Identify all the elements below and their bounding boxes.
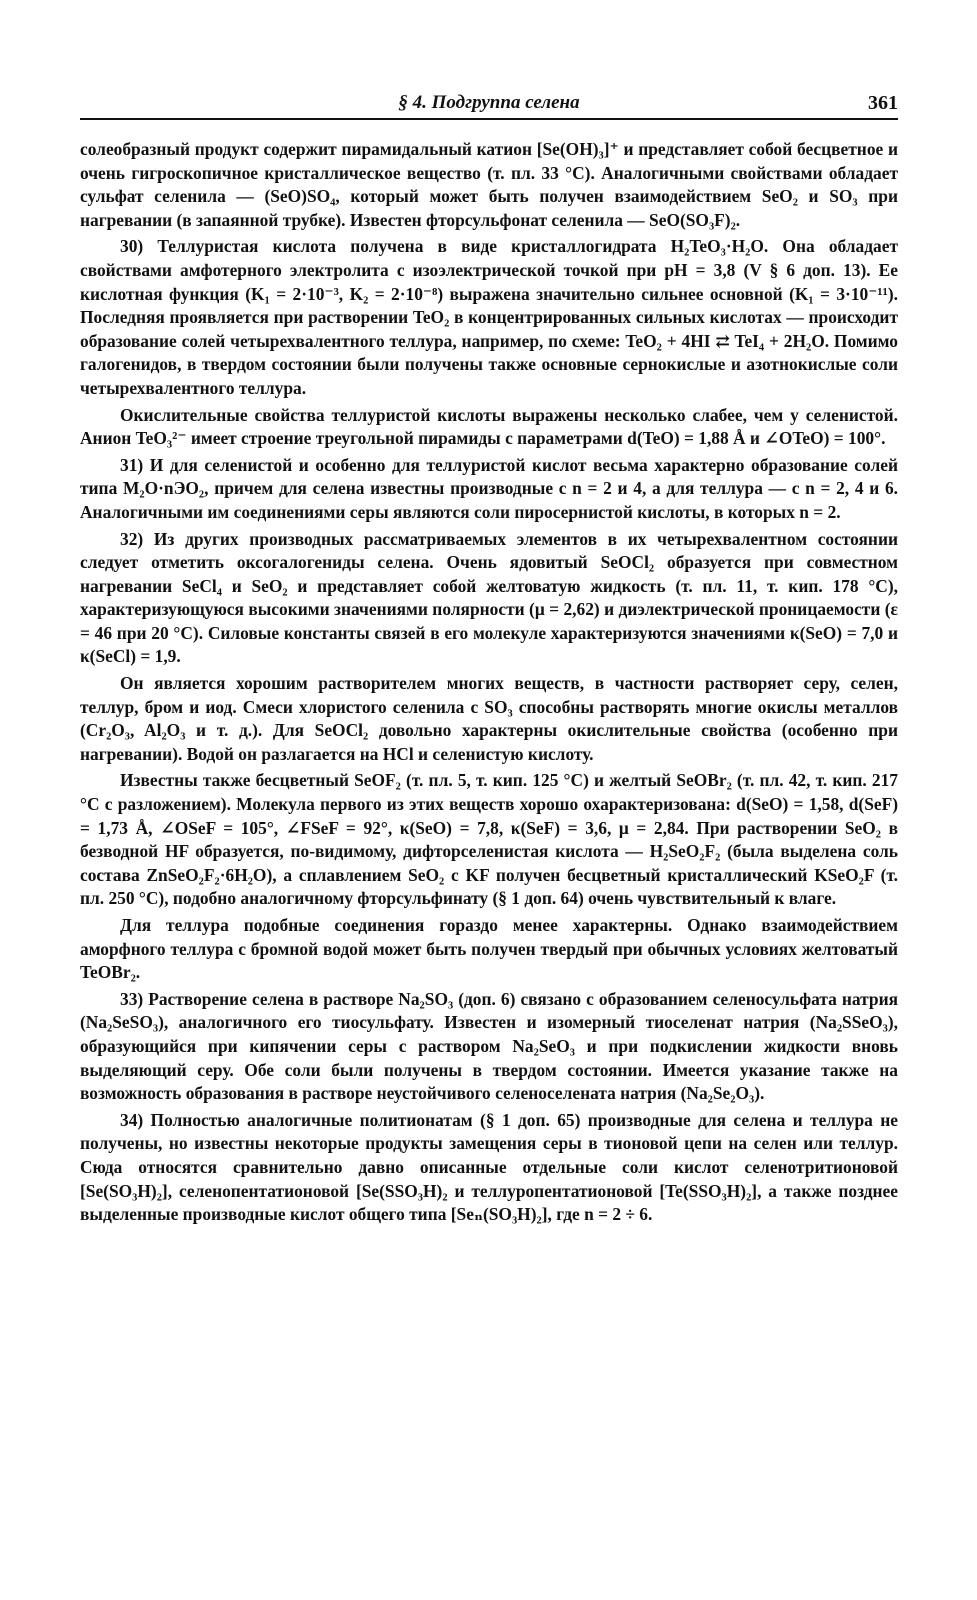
running-title: § 4. Подгруппа селена — [398, 92, 580, 113]
paragraph: Он является хорошим растворителем многих веществ, в частности растворяет серу, селен, теллур, бром и иод. Смеси хлористого селенила с SO₃ способны растворять многие окислы металлов (Cr₂O₃, Al₂O₃ и т. д.). Для SeOCl₂ довольно характерны окислительные свойства (особенно при нагревании). Водой он разлагается на HCl и селенистую кислоту. — [80, 673, 898, 764]
paragraph: 33) Растворение селена в растворе Na₂SO₃ (доп. 6) связано с образованием селеносульфата натрия (Na₂SeSO₃), аналогичного его тиосульфату. Известен и изомерный тиоселенат натрия (Na₂SSeO₃), образующийся при кипячении серы с раствором Na₂SeO₃ и при подкислении жидкости вновь выделяющий серу. Обе соли были получены в твердом состоянии. Имеется указание также на возможность образования в растворе неустойчивого селеноселената натрия (Na₂Se₂O₃). — [80, 988, 898, 1104]
paragraph: Известны также бесцветный SeOF₂ (т. пл. 5, т. кип. 125 °C) и желтый SeOBr₂ (т. пл. 42, т. кип. 217 °C с разложением). Молекула первого из этих веществ хорошо охарактеризована: d(SeO) = 1,58, d(SeF) = 1,73 Å, ∠OSeF = 105°, ∠FSeF = 92°, κ(SeO) = 7,8, κ(SeF) = 3,6, μ = 2,84. При растворении SeO₂ в безводной HF образуется, по-видимому, дифторселенистая кислота — H₂SeO₂F₂ (была выделена соль состава ZnSeO₂F₂·6H₂O), а сплавлением SeO₂ с KF получен бесцветный кристаллический KSeO₂F (т. пл. 250 °C), подобно аналогичному фторсульфинату (§ 1 доп. 64) очень чувствительный к влаге. — [80, 770, 898, 909]
page-body — [80, 138, 898, 1227]
document-page — [80, 88, 898, 1230]
paragraph: 30) Теллуристая кислота получена в виде кристаллогидрата H₂TeO₃·H₂O. Она обладает свойствами амфотерного электролита с изоэлектрической точкой при pH = 3,8 (V § 6 доп. 13). Ее кислотная функция (K₁ = 2·10⁻³, K₂ = 2·10⁻⁸) выражена значительно сильнее основной (K₁ = 3·10⁻¹¹). Последняя проявляется при растворении TeO₂ в концентрированных сильных кислотах — происходит образование солей четырехвалентного теллура, например, по схеме: TeO₂ + 4HI ⇄ TeI₄ + 2H₂O. Помимо галогенидов, в твердом состоянии были получены также основные сернокислые и азотнокислые соли четырехвалентного теллура. — [80, 236, 898, 398]
paragraph: Окислительные свойства теллуристой кислоты выражены несколько слабее, чем у селенистой. Анион TeO₃²⁻ имеет строение треугольной пирамиды с параметрами d(TeO) = 1,88 Å и ∠OTeO) = 100°. — [80, 404, 898, 449]
paragraph: 32) Из других производных рассматриваемых элементов в их четырехвалентном состоянии следует отметить оксогалогениды селена. Очень ядовитый SeOCl₂ образуется при совместном нагревании SeCl₄ и SeO₂ и представляет собой желтоватую жидкость (т. пл. 11, т. кип. 178 °C), характеризующуюся высокими значениями полярности (μ = 2,62) и диэлектрической проницаемости (ε = 46 при 20 °C). Силовые константы связей в его молекуле характеризуются значениями κ(SeO) = 7,0 и κ(SeCl) = 1,9. — [80, 528, 898, 667]
paragraph: 31) И для селенистой и особенно для теллуристой кислот весьма характерно образование солей типа M₂O·nЭO₂, причем для селена известны производные с n = 2 и 4, а для теллура — с n = 2, 4 и 6. Аналогичными им соединениями серы являются соли пиросернистой кислоты, в которых n = 2. — [80, 454, 898, 522]
paragraph: солеобразный продукт содержит пирамидальный катион [Se(OH)₃]⁺ и представляет собой бесцветное и очень гигроскопичное кристаллическое вещество (т. пл. 33 °C). Аналогичными свойствами обладает сульфат селенила — (SeO)SO₄, который может быть получен взаимодействием SeO₂ и SO₃ при нагревании (в запаянной трубке). Известен фторсульфонат селенила — SeO(SO₃F)₂. — [80, 139, 898, 230]
paragraph: Для теллура подобные соединения гораздо менее характерны. Однако взаимодействием аморфного теллура с бромной водой может быть получен твердый при обычных условиях желтоватый TeOBr₂. — [80, 915, 898, 983]
paragraph: 34) Полностью аналогичные политионатам (§ 1 доп. 65) производные для селена и теллура не получены, но известны некоторые продукты замещения серы в тионовой цепи на селен или теллур. Сюда относятся сравнительно давно описанные отдельные соли кислот селенотритионовой [Se(SO₃H)₂], селенопентатионовой [Se(SSO₃H)₂ и теллуропентатионовой [Te(SSO₃H)₂], а также позднее выделенные производные кислот общего типа [Seₙ(SO₃H)₂], где n = 2 ÷ 6. — [80, 1109, 898, 1225]
page-number: 361 — [868, 92, 898, 114]
page-header — [80, 88, 898, 120]
